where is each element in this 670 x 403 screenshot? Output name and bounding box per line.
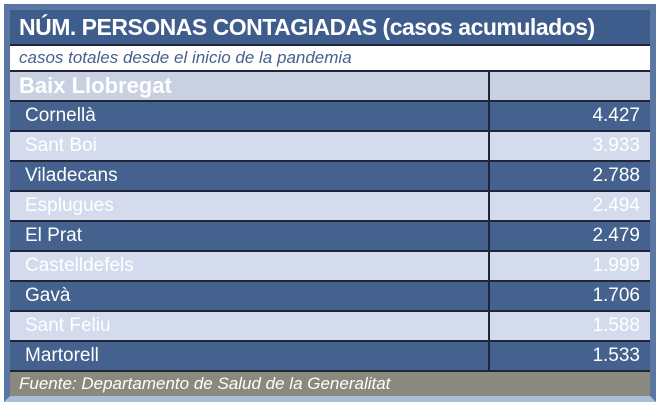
panel-subtitle: casos totales desde el inicio de la pandemia <box>10 44 650 72</box>
case-count: 1.706 <box>592 285 640 306</box>
region-header-label: Baix Llobregat <box>10 72 490 100</box>
table-row <box>10 132 650 162</box>
region-header-row <box>10 72 650 102</box>
municipality-name: Martorell <box>10 342 490 370</box>
municipality-name: Viladecans <box>10 162 490 190</box>
table-row <box>10 222 650 252</box>
table-row <box>10 312 650 342</box>
municipality-name: Gavà <box>10 282 490 310</box>
case-count: 2.788 <box>592 165 640 186</box>
table-row <box>10 102 650 132</box>
municipality-name: Cornellà <box>10 102 490 130</box>
case-count: 4.427 <box>592 105 640 126</box>
municipality-name: Sant Boi <box>10 132 490 160</box>
table-row <box>10 162 650 192</box>
source-attribution: Fuente: Departamento de Salud de la Generalitat <box>10 372 650 396</box>
panel-title: NÚM. PERSONAS CONTAGIADAS (casos acumulados) <box>10 10 650 44</box>
case-count: 2.494 <box>592 195 640 216</box>
case-count: 1.588 <box>592 315 640 336</box>
region-header-value-cell <box>490 72 650 100</box>
case-count: 1.999 <box>592 255 640 276</box>
table-row <box>10 342 650 372</box>
municipality-name: Castelldefels <box>10 252 490 280</box>
table-row <box>10 252 650 282</box>
case-count: 3.933 <box>592 135 640 156</box>
municipality-name: El Prat <box>10 222 490 250</box>
contagion-table-panel <box>4 4 656 402</box>
municipality-name: Sant Feliu <box>10 312 490 340</box>
table-row <box>10 282 650 312</box>
table-row <box>10 192 650 222</box>
case-count: 2.479 <box>592 225 640 246</box>
case-count: 1.533 <box>592 345 640 366</box>
municipality-name: Esplugues <box>10 192 490 220</box>
